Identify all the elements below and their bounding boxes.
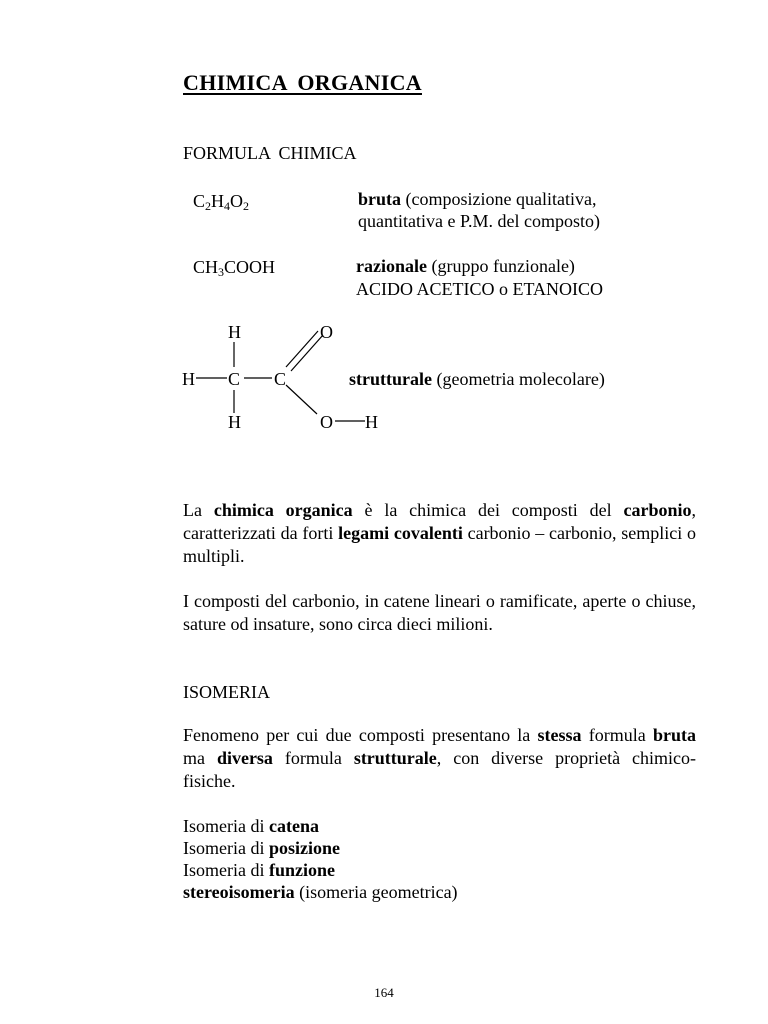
formula-razionale: $CH_3COOH$	[193, 257, 276, 279]
atom-c1: C	[228, 369, 241, 389]
atom-o-top: O	[320, 322, 333, 342]
formula-bruta: $C_2H_4O_2$	[193, 191, 250, 213]
bond-c2-o-single	[286, 385, 317, 414]
razionale-description: razionale (gruppo funzionale)	[356, 256, 575, 276]
bruta-description-line2: quantitativa e P.M. del composto)	[358, 211, 600, 231]
strutturale-description: strutturale (geometria molecolare)	[349, 369, 605, 389]
atom-c2: C	[274, 369, 287, 389]
razionale-label: razionale	[356, 256, 427, 276]
list-item: stereoisomeria (isomeria geometrica)	[183, 882, 458, 902]
atom-h-left: H	[182, 369, 195, 389]
page-title: CHIMICA ORGANICA	[183, 70, 422, 95]
atom-h-bottom: H	[228, 412, 241, 432]
bond-c2-o-double-b	[291, 335, 323, 371]
strutturale-label: strutturale	[349, 369, 432, 389]
atom-h-right: H	[365, 412, 378, 432]
isomeria-types-list	[183, 815, 458, 903]
isomeria-heading: ISOMERIA	[183, 682, 271, 702]
bruta-description: bruta (composizione qualitativa,	[358, 189, 597, 209]
bond-c2-o-double-a	[286, 331, 318, 367]
list-item: Isomeria di posizione	[183, 838, 340, 858]
atom-h-top: H	[228, 322, 241, 342]
formula-heading: FORMULA CHIMICA	[183, 143, 357, 163]
atom-o-bottom: O	[320, 412, 333, 432]
list-item: Isomeria di catena	[183, 816, 319, 836]
page-number: 164	[374, 985, 394, 1000]
paragraph-isomeria: Fenomeno per cui due composti presentano la stessa formula bruta ma diversa formula strutturale, con diverse proprietà chimico-fisiche.	[183, 725, 696, 791]
list-item: Isomeria di funzione	[183, 860, 335, 880]
paragraph-organic-chemistry: La chimica organica è la chimica dei composti del carbonio, caratterizzati da forti legami covalenti carbonio – carbonio, semplici o multipli.	[183, 500, 696, 566]
paragraph-carbon-compounds: I composti del carbonio, in catene lineari o ramificate, aperte o chiuse, sature od insature, sono circa dieci milioni.	[183, 591, 696, 634]
bruta-label: bruta	[358, 189, 402, 209]
razionale-description-line2: ACIDO ACETICO o ETANOICO	[356, 279, 604, 299]
